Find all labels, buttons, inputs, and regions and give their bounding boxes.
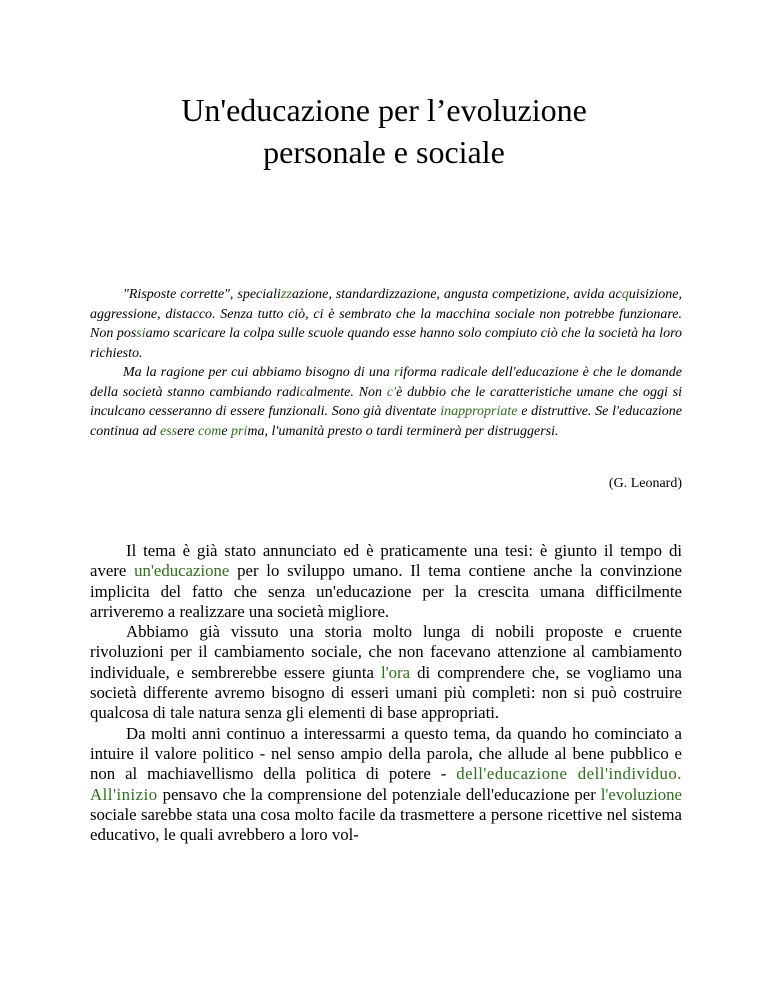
quote-highlight: c: [299, 384, 307, 400]
epigraph-quote: [90, 285, 682, 441]
body-highlight: un'educazione: [134, 561, 230, 581]
body-text-run: pensavo che la comprensione del potenziale dell'educazione per: [157, 784, 601, 804]
body-text-run: per lo sviluppo umano. Il tema contiene anche la convinzione implicita del fatto che senza un'educazione per la crescita umana difficilmente arriveremo a realizzare una società migliore.: [90, 561, 682, 621]
quote-text: e distruttive. Se l'educazione continua ad: [90, 404, 682, 439]
quote-highlight: si: [136, 326, 146, 341]
quote-text: "Risposte corrette", speciali: [123, 287, 281, 302]
quote-highlight: c': [386, 384, 397, 400]
quote-text: è dubbio che le caratteristiche umane che oggi si inculcano cesseranno di essere funzionali. Sono già diventate: [90, 384, 682, 419]
quote-paragraph-1: [90, 285, 682, 363]
body-text-run: Abbiamo già vissuto una storia molto lunga di nobili proposte e cruente rivoluzioni per il cambiamento sociale, che non facevano attenzione al cambiamento individuale, e sembrerebbe essere giunta: [90, 622, 682, 682]
quote-text: e: [221, 423, 232, 439]
quote-highlight: com: [197, 423, 222, 439]
body-text-run: di comprendere che, se vogliamo una società differente avremo bisogno di esseri umani più completi: non si può costruire qualcosa di tale natura senza gli elementi di base appropriati.: [90, 662, 682, 723]
quote-text: ere: [177, 423, 198, 439]
quote-highlight: ess: [160, 423, 178, 439]
body-highlight: l'evoluzione: [600, 784, 682, 804]
body-text-run: sociale sarebbe stata una cosa molto facile da trasmettere a persone ricettive nel sistema educativo, le quali avrebbero a loro vol-: [90, 804, 682, 845]
body-paragraph-2: [90, 622, 682, 723]
quote-text: amo scaricare la colpa sulle scuole quando esse hanno solo compiuto ciò che la società ha loro richiesto.: [90, 326, 682, 361]
body-paragraph-1: [90, 541, 682, 622]
quote-paragraph-2: [90, 363, 682, 441]
quote-highlight: pri: [231, 423, 248, 439]
body-highlight: dell'educazione dell'individuo. All'inizio: [90, 764, 682, 804]
document-title-line-1: Un'educazione per l’evoluzione: [181, 92, 587, 128]
quote-text: azione, standardizzazione, angusta competizione, avida ac: [291, 287, 622, 302]
body-text-run: Il tema è già stato annunciato ed è praticamente una tesi: è giunto il tempo di avere: [90, 541, 682, 581]
quote-text: Ma la ragione per cui abbiamo bisogno di una: [123, 365, 394, 380]
quote-highlight: inappropriate: [440, 404, 518, 419]
document-title-line-2: personale e sociale: [263, 134, 505, 170]
quote-highlight: zz: [280, 287, 292, 302]
quote-text: almente. Non: [306, 384, 387, 400]
quote-text: iforma radicale dell'educazione è che le domande della società stanno cambiando radi: [90, 365, 682, 400]
body-paragraph-3: [90, 724, 682, 846]
quote-text: ma, l'umanità presto o tardi terminerà per distruggersi.: [247, 423, 559, 439]
body-highlight: l'ora: [380, 662, 411, 682]
quote-highlight: q: [621, 287, 629, 302]
body-text-run: Da molti anni continuo a interessarmi a questo tema, da quando ho cominciato a intuire il valore politico - nel senso ampio della parola, che allude al bene pubblico e non al machiavellismo della politica di potere -: [90, 723, 682, 784]
quote-attribution: (G. Leonard): [608, 476, 682, 491]
body-text: [90, 541, 682, 845]
quote-text: uisizione, aggressione, distacco. Senza tutto ciò, ci è sembrato che la macchina sociale non potrebbe funzionare. Non pos: [90, 287, 682, 341]
quote-highlight: r: [393, 365, 400, 380]
